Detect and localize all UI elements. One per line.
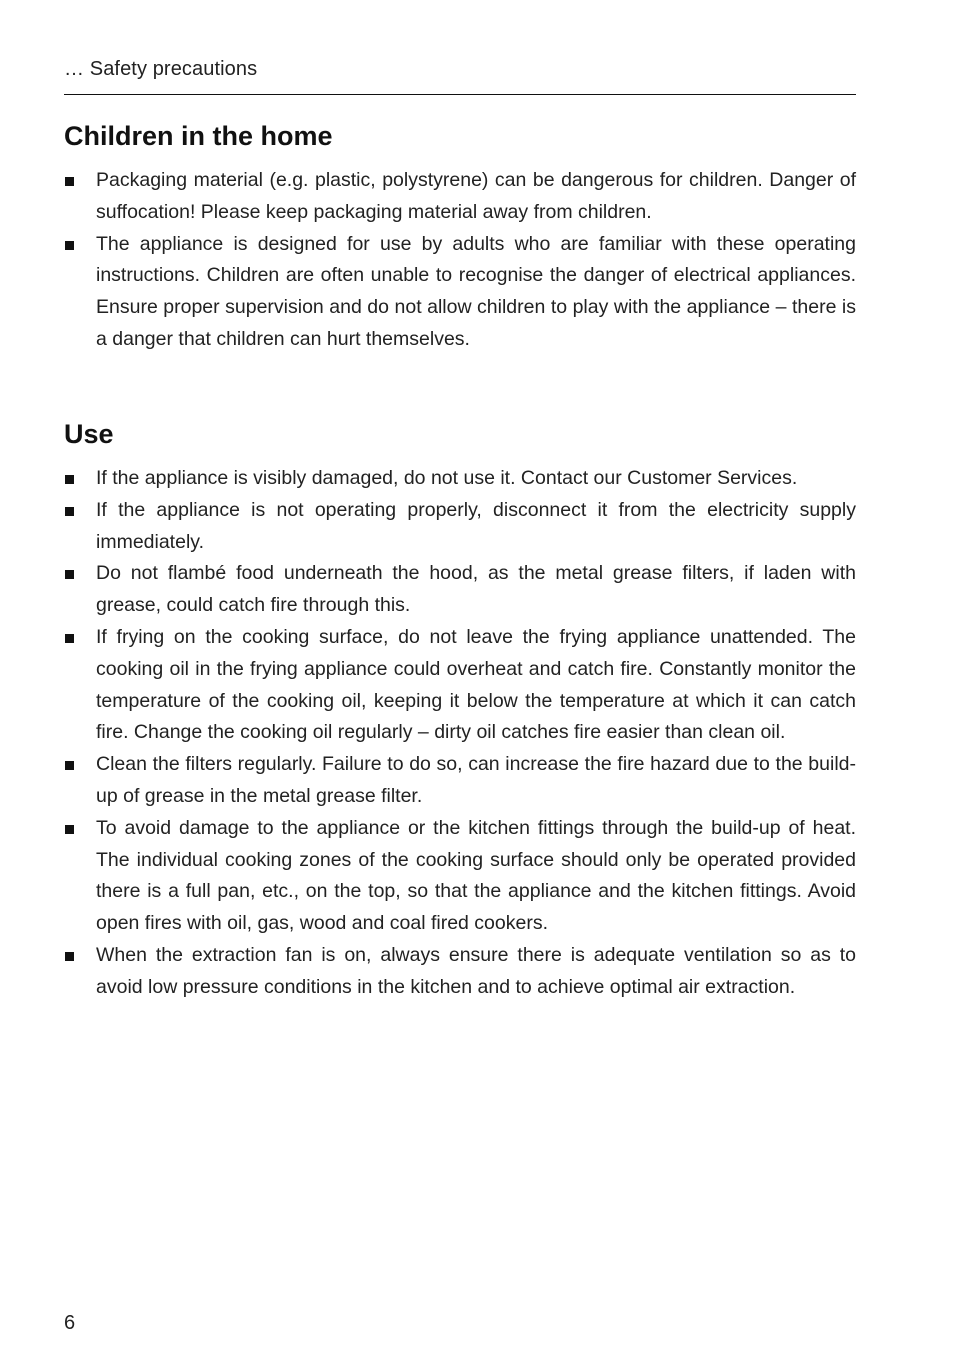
list-item: [64, 558, 856, 622]
square-bullet-icon: [65, 634, 74, 643]
list-item: [64, 813, 856, 940]
section-heading-use: Use: [64, 419, 114, 449]
list-item: [64, 940, 856, 1004]
square-bullet-icon: [65, 507, 74, 516]
square-bullet-icon: [65, 241, 74, 250]
running-header: … Safety precautions: [64, 58, 258, 80]
square-bullet-icon: [65, 952, 74, 961]
use-safety-list: [64, 463, 856, 1004]
square-bullet-icon: [65, 570, 74, 579]
section-heading-children: Children in the home: [64, 121, 333, 151]
children-safety-list: [64, 165, 856, 356]
list-item-text: When the extraction fan is on, always ensure there is adequate ventilation so as to avoid low pressure conditions in the kitchen and to achieve optimal air extraction.: [96, 943, 856, 998]
list-item-text: If frying on the cooking surface, do not leave the frying appliance unattended. The cooking oil in the frying appliance could overheat and catch fire. Constantly monitor the temperature of the cooking oil, keeping it below the temperature at which it can catch fire. Change the cooking oil regularly – dirty oil catches fire easier than clean oil.: [96, 625, 856, 744]
list-item-text: If the appliance is visibly damaged, do not use it. Contact our Customer Services.: [96, 467, 798, 489]
square-bullet-icon: [65, 761, 74, 770]
list-item: [64, 165, 856, 229]
page-number: 6: [64, 1312, 76, 1334]
list-item: [64, 622, 856, 749]
square-bullet-icon: [65, 825, 74, 834]
list-item: [64, 495, 856, 559]
list-item: [64, 749, 856, 813]
list-item-text: If the appliance is not operating properly, disconnect it from the electricity supply immediately.: [96, 498, 856, 553]
list-item: [64, 463, 856, 495]
list-item-text: Do not flambé food underneath the hood, as the metal grease filters, if laden with grease, could catch fire through this.: [96, 562, 856, 617]
list-item: [64, 229, 856, 356]
list-item-text: Packaging material (e.g. plastic, polystyrene) can be dangerous for children. Danger of suffocation! Please keep packaging material away from children.: [96, 169, 856, 223]
header-divider: [64, 94, 856, 95]
list-item-text: To avoid damage to the appliance or the kitchen fittings through the build-up of heat. The individual cooking zones of the cooking surface should only be operated provided there is a full pan, etc., on the top, so that the appliance and the kitchen fittings. Avoid open fires with oil, gas, wood and coal fired cookers.: [96, 816, 856, 935]
square-bullet-icon: [65, 177, 74, 186]
list-item-text: The appliance is designed for use by adults who are familiar with these operating instructions. Children are often unable to recognise the danger of electrical appliances. Ensure proper supervision and do not allow children to play with the appliance – there is a danger that children can hurt themselves.: [96, 232, 856, 350]
list-item-text: Clean the filters regularly. Failure to do so, can increase the fire hazard due to the build-up of grease in the metal grease filter.: [96, 753, 856, 807]
square-bullet-icon: [65, 475, 74, 484]
